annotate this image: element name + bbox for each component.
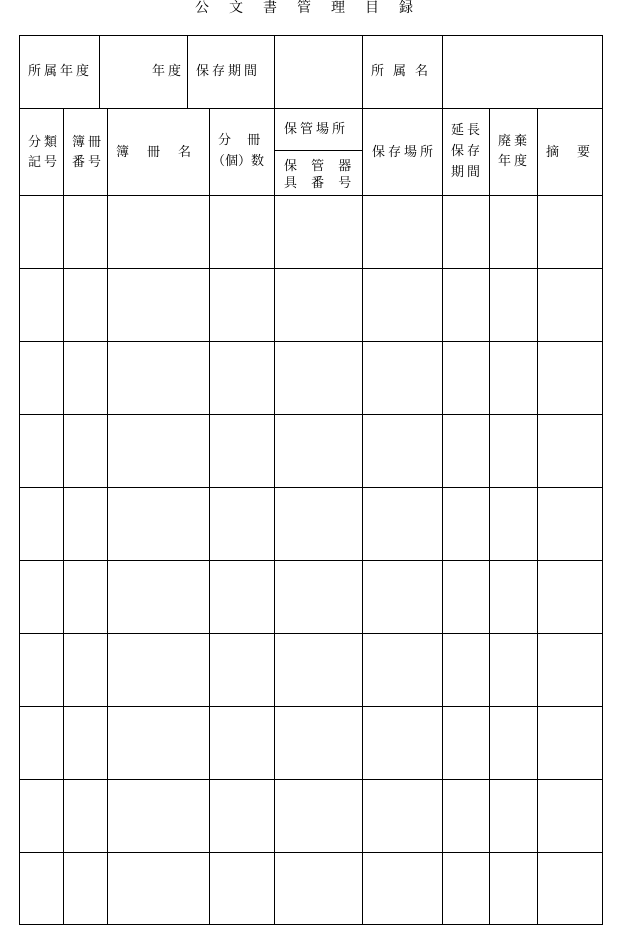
classification-header-line1: 分類 <box>28 135 61 150</box>
column-divider-5 <box>362 35 363 925</box>
volume-name-header: 簿冊名 <box>116 145 210 160</box>
retention-period-label: 保存期間 <box>196 64 261 79</box>
affiliation-name-label: 所属名 <box>371 64 438 79</box>
header-divider-2 <box>187 35 188 108</box>
extended-retention-header-line1: 延長 <box>451 123 484 138</box>
storage-place-subdivider <box>275 150 363 151</box>
column-divider-7 <box>489 108 490 925</box>
storage-equipment-header-line2: 具 番 号 <box>284 176 357 191</box>
extended-retention-header-line2: 保存 <box>451 144 484 159</box>
column-divider-3 <box>209 108 210 925</box>
table-row-divider <box>19 414 603 415</box>
volume-number-header-line2: 番号 <box>72 155 105 170</box>
table-row-divider <box>19 341 603 342</box>
storage-equipment-header-line1: 保 管 器 <box>284 159 357 174</box>
table-row-divider <box>19 268 603 269</box>
column-divider-2 <box>107 108 108 925</box>
preservation-place-header: 保存場所 <box>372 145 437 160</box>
header-divider-1 <box>99 35 100 108</box>
classification-header-line2: 記号 <box>28 155 61 170</box>
count-header-line2: （個）数 <box>212 154 265 169</box>
column-divider-4 <box>274 35 275 925</box>
table-row-divider <box>19 487 603 488</box>
affiliation-year-label: 所属年度 <box>28 64 93 79</box>
disposal-year-header-line2: 年度 <box>498 154 531 169</box>
year-label: 年度 <box>152 64 185 79</box>
summary-header: 摘要 <box>546 145 609 160</box>
table-row-divider <box>19 852 603 853</box>
header-divider-3 <box>442 35 443 108</box>
column-divider-6 <box>442 108 443 925</box>
document-title: 公文書管理目録 <box>195 0 433 16</box>
table-row-divider <box>19 779 603 780</box>
extended-retention-header-line3: 期間 <box>451 165 484 180</box>
table-row-divider <box>19 560 603 561</box>
volume-number-header-line1: 簿冊 <box>72 135 105 150</box>
count-header-line1: 分 冊 <box>218 133 267 148</box>
table-row-divider <box>19 633 603 634</box>
table-row-divider <box>19 706 603 707</box>
storage-place-header: 保管場所 <box>284 122 349 137</box>
disposal-year-header-line1: 廃棄 <box>498 134 531 149</box>
column-divider-1 <box>63 108 64 925</box>
column-divider-8 <box>537 108 538 925</box>
